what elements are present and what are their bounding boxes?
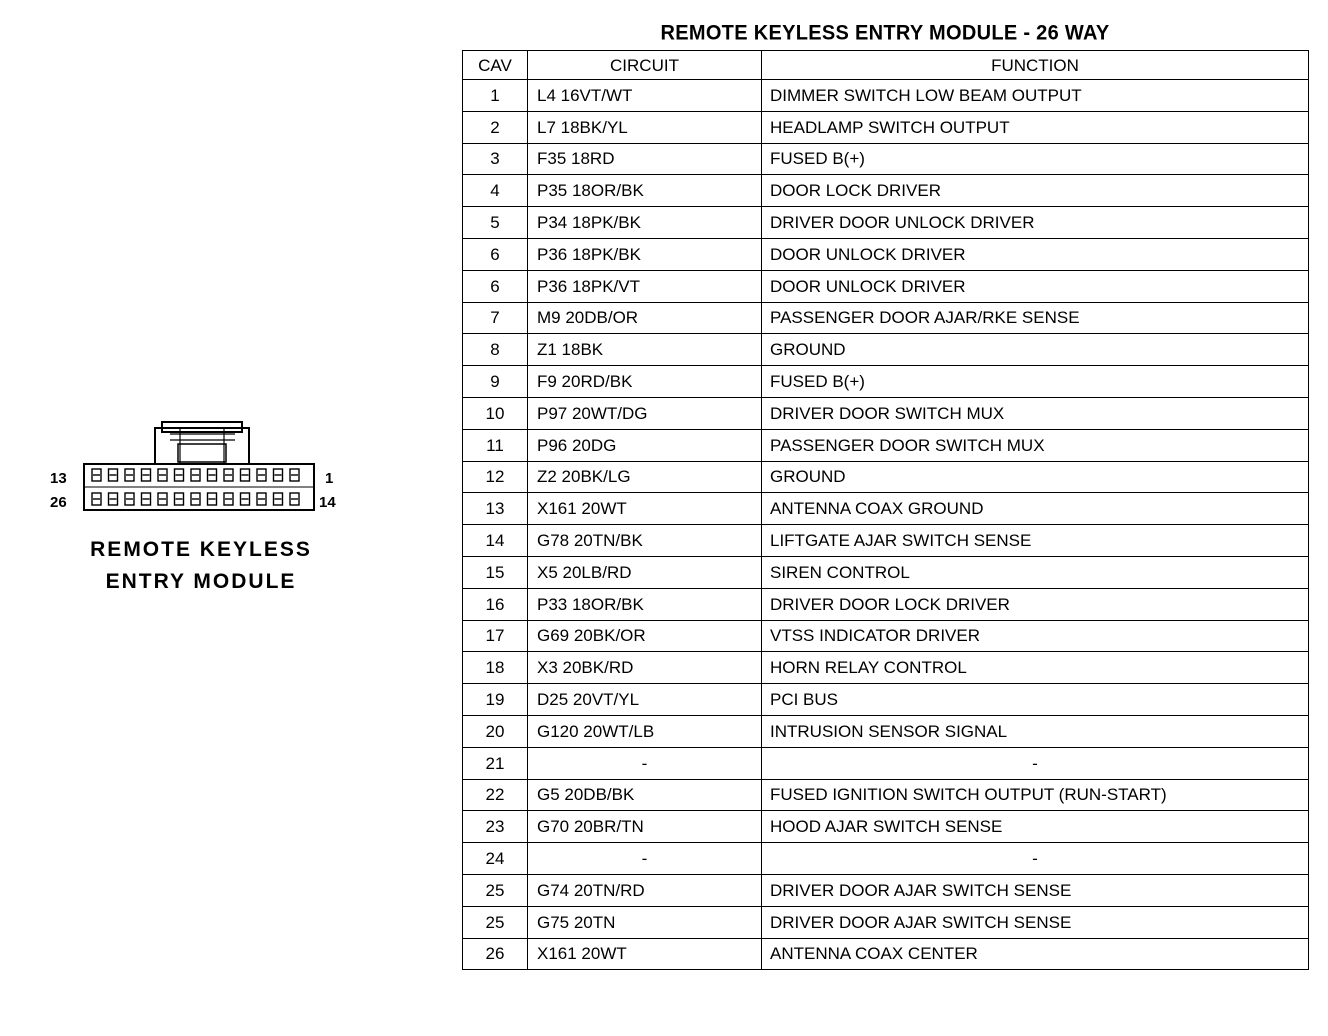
cell-function: SIREN CONTROL [762, 556, 1309, 588]
cell-circuit: X161 20WT [528, 493, 762, 525]
cell-circuit: G78 20TN/BK [528, 525, 762, 557]
table-row [463, 906, 1309, 938]
cell-function: DRIVER DOOR SWITCH MUX [762, 397, 1309, 429]
pin-label-26: 26 [50, 494, 67, 511]
cell-cav: 3 [463, 143, 528, 175]
table-header-row [463, 51, 1309, 80]
table-row [463, 111, 1309, 143]
cell-circuit: D25 20VT/YL [528, 684, 762, 716]
cell-function: HORN RELAY CONTROL [762, 652, 1309, 684]
cell-function: ANTENNA COAX CENTER [762, 938, 1309, 970]
cell-function: INTRUSION SENSOR SIGNAL [762, 715, 1309, 747]
cell-circuit: G69 20BK/OR [528, 620, 762, 652]
cell-function: VTSS INDICATOR DRIVER [762, 620, 1309, 652]
cell-function: HEADLAMP SWITCH OUTPUT [762, 111, 1309, 143]
cell-circuit: P96 20DG [528, 429, 762, 461]
table-row [463, 238, 1309, 270]
connector-latch [155, 428, 249, 464]
table-row [463, 493, 1309, 525]
cell-circuit: L7 18BK/YL [528, 111, 762, 143]
cell-cav: 13 [463, 493, 528, 525]
cell-circuit: X161 20WT [528, 938, 762, 970]
table-row [463, 143, 1309, 175]
table-row [463, 811, 1309, 843]
cell-function: HOOD AJAR SWITCH SENSE [762, 811, 1309, 843]
cell-function: PASSENGER DOOR AJAR/RKE SENSE [762, 302, 1309, 334]
table-row [463, 779, 1309, 811]
cell-function: DRIVER DOOR AJAR SWITCH SENSE [762, 874, 1309, 906]
cell-cav: 5 [463, 207, 528, 239]
cell-function: DRIVER DOOR AJAR SWITCH SENSE [762, 906, 1309, 938]
cell-cav: 10 [463, 397, 528, 429]
module-label-line-2: ENTRY MODULE [105, 570, 297, 593]
cell-circuit: Z1 18BK [528, 334, 762, 366]
cell-circuit: P36 18PK/BK [528, 238, 762, 270]
table-row [463, 938, 1309, 970]
cell-function: ANTENNA COAX GROUND [762, 493, 1309, 525]
table-row [463, 175, 1309, 207]
cell-circuit: G70 20BR/TN [528, 811, 762, 843]
cell-cav: 7 [463, 302, 528, 334]
table-row [463, 429, 1309, 461]
table-row [463, 715, 1309, 747]
column-header-function: FUNCTION [762, 51, 1309, 80]
cell-cav: 24 [463, 843, 528, 875]
cell-function: FUSED IGNITION SWITCH OUTPUT (RUN-START) [762, 779, 1309, 811]
table-title: REMOTE KEYLESS ENTRY MODULE - 26 WAY [660, 21, 1110, 45]
cell-cav: 26 [463, 938, 528, 970]
cell-circuit: G120 20WT/LB [528, 715, 762, 747]
cell-function: - [762, 843, 1309, 875]
table-row [463, 334, 1309, 366]
cell-function: DRIVER DOOR LOCK DRIVER [762, 588, 1309, 620]
table-row [463, 302, 1309, 334]
cell-circuit: G75 20TN [528, 906, 762, 938]
cell-circuit: F9 20RD/BK [528, 366, 762, 398]
cell-circuit: P36 18PK/VT [528, 270, 762, 302]
cell-cav: 6 [463, 270, 528, 302]
cell-circuit: P97 20WT/DG [528, 397, 762, 429]
cell-circuit: M9 20DB/OR [528, 302, 762, 334]
cell-circuit: G74 20TN/RD [528, 874, 762, 906]
cell-circuit: - [528, 843, 762, 875]
cell-cav: 20 [463, 715, 528, 747]
table-row [463, 525, 1309, 557]
table-row [463, 207, 1309, 239]
cell-circuit: P35 18OR/BK [528, 175, 762, 207]
cell-function: PASSENGER DOOR SWITCH MUX [762, 429, 1309, 461]
table-row [463, 874, 1309, 906]
table-row [463, 397, 1309, 429]
table-body [463, 80, 1309, 970]
pin-label-14: 14 [319, 494, 336, 511]
table-row [463, 747, 1309, 779]
cell-function: DRIVER DOOR UNLOCK DRIVER [762, 207, 1309, 239]
module-label [86, 534, 316, 598]
cell-cav: 16 [463, 588, 528, 620]
module-label-line-1: REMOTE KEYLESS [90, 538, 312, 561]
cell-cav: 19 [463, 684, 528, 716]
cell-function: GROUND [762, 461, 1309, 493]
cell-cav: 6 [463, 238, 528, 270]
cell-circuit: P33 18OR/BK [528, 588, 762, 620]
cell-cav: 2 [463, 111, 528, 143]
column-header-cav: CAV [463, 51, 528, 80]
column-header-circuit: CIRCUIT [528, 51, 762, 80]
pin-label-1: 1 [325, 470, 334, 487]
cell-circuit: X3 20BK/RD [528, 652, 762, 684]
pin-label-13: 13 [50, 470, 67, 487]
cell-function: DIMMER SWITCH LOW BEAM OUTPUT [762, 80, 1309, 112]
cell-cav: 25 [463, 874, 528, 906]
table-row [463, 684, 1309, 716]
cell-cav: 12 [463, 461, 528, 493]
connector-diagram [40, 420, 350, 520]
cell-cav: 21 [463, 747, 528, 779]
pinout-table [462, 50, 1309, 970]
table-row [463, 652, 1309, 684]
cell-cav: 9 [463, 366, 528, 398]
cell-circuit: F35 18RD [528, 143, 762, 175]
table-row [463, 620, 1309, 652]
cell-function: DOOR LOCK DRIVER [762, 175, 1309, 207]
cell-function: FUSED B(+) [762, 366, 1309, 398]
table-row [463, 366, 1309, 398]
cell-cav: 23 [463, 811, 528, 843]
table-row [463, 80, 1309, 112]
cell-cav: 11 [463, 429, 528, 461]
cell-function: PCI BUS [762, 684, 1309, 716]
cell-function: FUSED B(+) [762, 143, 1309, 175]
cell-cav: 4 [463, 175, 528, 207]
table-row [463, 588, 1309, 620]
cell-circuit: Z2 20BK/LG [528, 461, 762, 493]
cell-cav: 14 [463, 525, 528, 557]
table-row [463, 843, 1309, 875]
cell-cav: 15 [463, 556, 528, 588]
cell-cav: 8 [463, 334, 528, 366]
cell-cav: 22 [463, 779, 528, 811]
cell-cav: 25 [463, 906, 528, 938]
cell-circuit: L4 16VT/WT [528, 80, 762, 112]
cell-cav: 17 [463, 620, 528, 652]
cell-cav: 1 [463, 80, 528, 112]
table-row [463, 461, 1309, 493]
cell-function: DOOR UNLOCK DRIVER [762, 238, 1309, 270]
cell-circuit: P34 18PK/BK [528, 207, 762, 239]
cell-circuit: X5 20LB/RD [528, 556, 762, 588]
table-row [463, 556, 1309, 588]
cell-circuit: G5 20DB/BK [528, 779, 762, 811]
cell-function: - [762, 747, 1309, 779]
cell-function: DOOR UNLOCK DRIVER [762, 270, 1309, 302]
table-row [463, 270, 1309, 302]
cell-function: LIFTGATE AJAR SWITCH SENSE [762, 525, 1309, 557]
cell-function: GROUND [762, 334, 1309, 366]
cell-cav: 18 [463, 652, 528, 684]
cell-circuit: - [528, 747, 762, 779]
